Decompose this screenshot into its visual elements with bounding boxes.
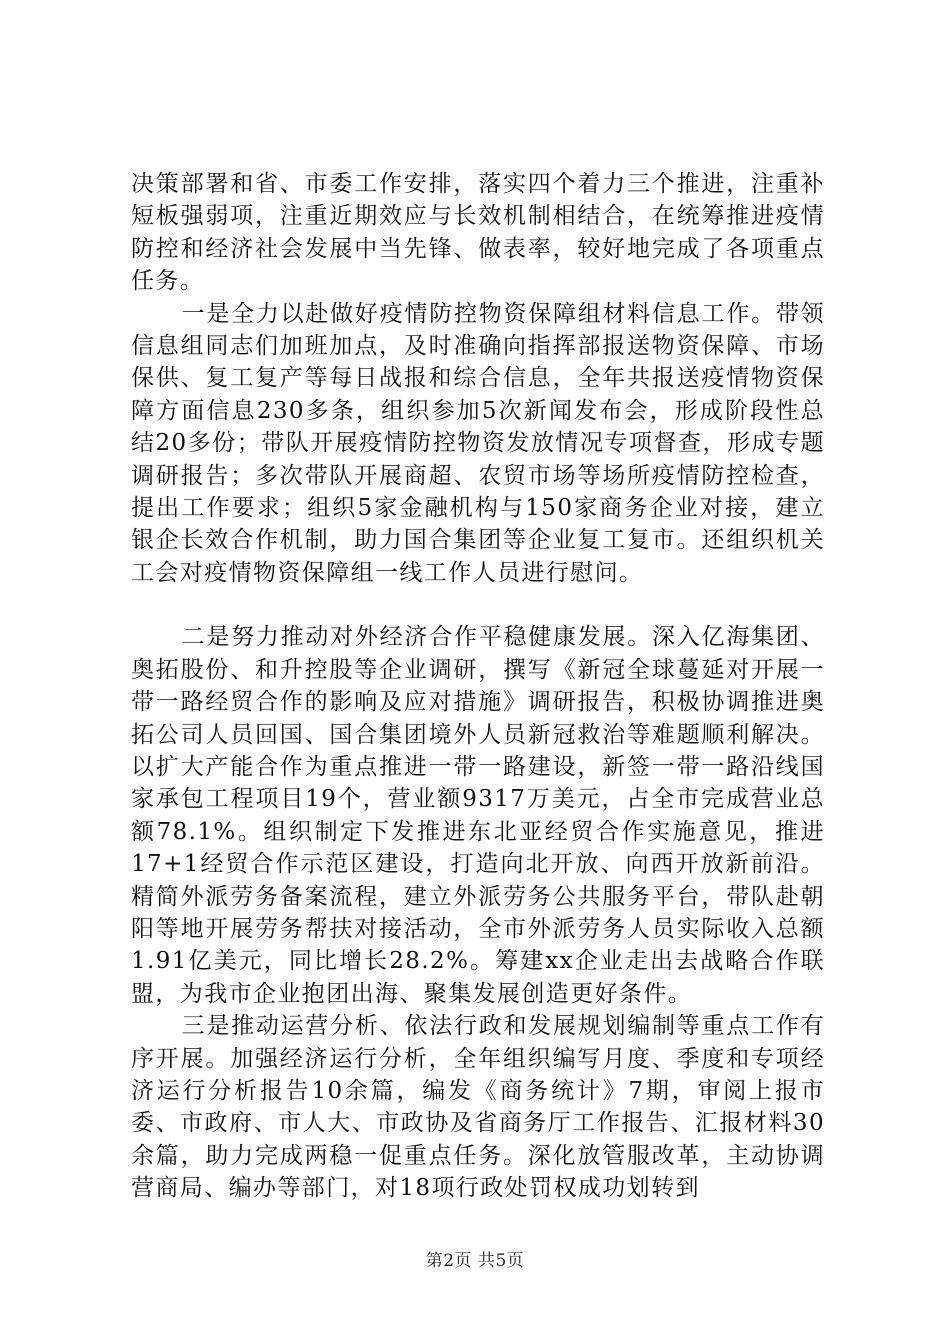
paragraph-continuation: 决策部署和省、市委工作安排，落实四个着力三个推进，注重补短板强弱项，注重近期效应与长效机制相结合，在统筹推进疫情防控和经济社会发展中当先锋、做表率，较好地完成了各项重点任务。 <box>131 171 825 295</box>
page-footer <box>0 1246 950 1271</box>
paragraph-three: 三是推动运营分析、依法行政和发展规划编制等重点工作有序开展。加强经济运行分析，全年组织编写月度、季度和专项经济运行分析报告10余篇，编发《商务统计》7期，审阅上报市委、市政府、市人大、市政协及省商务厅工作报告、汇报材料30余篇，助力完成两稳一促重点任务。深化放管服改革，主动协调营商局、编办等部门，对18项行政处罚权成功划转到 <box>131 1013 825 1202</box>
document-body <box>131 168 825 1205</box>
paragraph-two: 二是努力推动对外经济合作平稳健康发展。深入亿海集团、奥拓股份、和升控股等企业调研，撰写《新冠全球蔓延对开展一带一路经贸合作的影响及应对措施》调研报告，积极协调推进奥拓公司人员回国、国合集团境外人员新冠救治等难题顺利解决。以扩大产能合作为重点推进一带一路建设，新签一带一路沿线国家承包工程项目19个，营业额9317万美元，占全市完成营业总额78.1%。组织制定下发推进东北亚经贸合作实施意见，推进17+1经贸合作示范区建设，打造向北开放、向西开放新前沿。精简外派劳务备案流程，建立外派劳务公共服务平台，带队赴朝阳等地开展劳务帮扶对接活动，全市外派劳务人员实际收入总额1.91亿美元，同比增长28.2%。筹建xx企业走出去战略合作联盟，为我市企业抱团出海、聚集发展创造更好条件。 <box>131 624 825 1007</box>
page-number-label: 第2页 共5页 <box>425 1251 525 1271</box>
paragraph-one: 一是全力以赴做好疫情防控物资保障组材料信息工作。带领信息组同志们加班加点，及时准确向指挥部报送物资保障、市场保供、复工复产等每日战报和综合信息，全年共报送疫情物资保障方面信息230多条，组织参加5次新闻发布会，形成阶段性总结20多份；带队开展疫情防控物资发放情况专项督查，形成专题调研报告；多次带队开展商超、农贸市场等场所疫情防控检查，提出工作要求；组织5家金融机构与150家商务企业对接，建立银企长效合作机制，助力国合集团等企业复工复市。还组织机关工会对疫情物资保障组一线工作人员进行慰问。 <box>131 300 825 586</box>
paragraph-spacer <box>131 589 825 621</box>
